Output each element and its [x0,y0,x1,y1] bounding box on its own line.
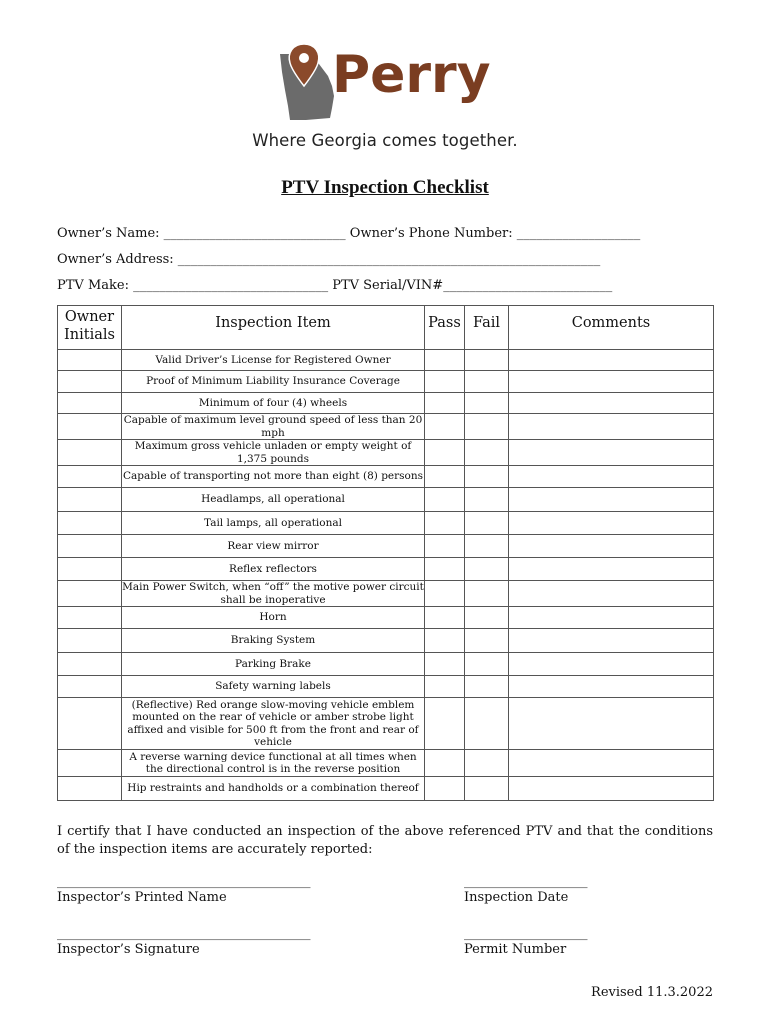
header-comments: Comments [509,306,714,350]
fail-cell[interactable] [465,440,509,466]
perry-logo [276,42,496,132]
inspection-item-cell: Hip restraints and handholds or a combination thereof [122,777,425,801]
table-row [58,488,714,512]
pass-cell[interactable] [425,607,465,629]
pass-cell[interactable] [425,512,465,535]
fail-cell[interactable] [465,607,509,629]
comments-cell[interactable] [509,488,714,512]
fail-cell[interactable] [465,698,509,750]
pass-cell[interactable] [425,535,465,558]
signature-label: Inspector’s Signature [57,942,200,957]
pass-cell[interactable] [425,629,465,653]
pass-cell[interactable] [425,371,465,393]
fail-cell[interactable] [465,581,509,607]
printed-name-label: Inspector’s Printed Name [57,890,227,905]
comments-cell[interactable] [509,393,714,414]
comments-cell[interactable] [509,777,714,801]
owner-initials-cell[interactable] [58,414,122,440]
printed-name-line[interactable]: _______________________________________ [57,874,311,889]
owner-initials-cell[interactable] [58,629,122,653]
owner-initials-cell[interactable] [58,777,122,801]
pass-cell[interactable] [425,440,465,466]
pass-cell[interactable] [425,777,465,801]
header-owner-initials [58,306,122,350]
fail-cell[interactable] [465,371,509,393]
fail-cell[interactable] [465,676,509,698]
pass-cell[interactable] [425,698,465,750]
comments-cell[interactable] [509,466,714,488]
fail-cell[interactable] [465,777,509,801]
pass-cell[interactable] [425,750,465,777]
inspection-item-cell: Headlamps, all operational [122,488,425,512]
pass-cell[interactable] [425,393,465,414]
header-initials-label: Initials [64,327,115,343]
header-inspection-item: Inspection Item [122,306,425,350]
table-row [58,466,714,488]
comments-cell[interactable] [509,350,714,371]
pass-cell[interactable] [425,466,465,488]
inspection-item-cell: Tail lamps, all operational [122,512,425,535]
fail-cell[interactable] [465,629,509,653]
comments-cell[interactable] [509,414,714,440]
comments-cell[interactable] [509,581,714,607]
certification-statement: I certify that I have conducted an inspection of the above referenced PTV and that the conditions of the inspection items are accurately reported: [57,824,713,857]
tagline: Where Georgia comes together. [252,131,518,150]
fail-cell[interactable] [465,535,509,558]
owner-name-phone-field[interactable]: Owner’s Name: ____________________________ Owner’s Phone Number: ___________________ [57,226,641,241]
owner-address-field[interactable]: Owner’s Address: _________________________________________________________________ [57,252,601,267]
owner-initials-cell[interactable] [58,371,122,393]
owner-initials-cell[interactable] [58,466,122,488]
table-row [58,581,714,607]
owner-initials-cell[interactable] [58,350,122,371]
inspection-item-cell: Reflex reflectors [122,558,425,581]
table-row [58,350,714,371]
logo-wordmark: Perry [332,45,491,105]
header-owner-label: Owner [64,309,115,325]
owner-initials-cell[interactable] [58,698,122,750]
comments-cell[interactable] [509,440,714,466]
inspection-item-cell: Capable of transporting not more than eight (8) persons [122,466,425,488]
header-fail: Fail [465,306,509,350]
inspection-item-cell: Valid Driver’s License for Registered Owner [122,350,425,371]
table-row [58,512,714,535]
table-row [58,393,714,414]
pass-cell[interactable] [425,676,465,698]
pass-cell[interactable] [425,653,465,676]
pass-cell[interactable] [425,488,465,512]
owner-initials-cell[interactable] [58,558,122,581]
inspection-item-cell: Rear view mirror [122,535,425,558]
table-header-row [58,306,714,350]
fail-cell[interactable] [465,653,509,676]
inspection-checklist-table [57,305,714,801]
inspection-item-cell: Safety warning labels [122,676,425,698]
fail-cell[interactable] [465,393,509,414]
table-row [58,777,714,801]
permit-number-label: Permit Number [464,942,567,957]
table-row [58,750,714,777]
owner-initials-cell[interactable] [58,488,122,512]
pass-cell[interactable] [425,350,465,371]
pass-cell[interactable] [425,414,465,440]
inspection-item-cell: Minimum of four (4) wheels [122,393,425,414]
comments-cell[interactable] [509,535,714,558]
fail-cell[interactable] [465,414,509,440]
table-row [58,676,714,698]
comments-cell[interactable] [509,558,714,581]
fail-cell[interactable] [465,558,509,581]
pass-cell[interactable] [425,581,465,607]
inspection-item-cell: Maximum gross vehicle unladen or empty weight of 1,375 pounds [122,440,425,466]
table-row [58,414,714,440]
fail-cell[interactable] [465,466,509,488]
comments-cell[interactable] [509,698,714,750]
owner-initials-cell[interactable] [58,393,122,414]
comments-cell[interactable] [509,676,714,698]
page-title: PTV Inspection Checklist [281,177,489,198]
table-row [58,653,714,676]
table-row [58,440,714,466]
owner-initials-cell[interactable] [58,581,122,607]
comments-cell[interactable] [509,750,714,777]
permit-number-line[interactable]: ___________________ [464,926,588,941]
owner-initials-cell[interactable] [58,653,122,676]
owner-initials-cell[interactable] [58,512,122,535]
inspection-date-label: Inspection Date [464,890,569,905]
table-row [58,558,714,581]
fail-cell[interactable] [465,488,509,512]
inspection-item-cell: A reverse warning device functional at all times when the directional control is in the reverse position [122,750,425,777]
fail-cell[interactable] [465,350,509,371]
table-row [58,698,714,750]
ptv-make-vin-field[interactable]: PTV Make: ______________________________ PTV Serial/VIN#__________________________ [57,278,613,293]
table-row [58,371,714,393]
comments-cell[interactable] [509,607,714,629]
inspection-date-line[interactable]: ___________________ [464,874,588,889]
inspection-item-cell: Horn [122,607,425,629]
owner-initials-cell[interactable] [58,750,122,777]
owner-initials-cell[interactable] [58,535,122,558]
signature-line[interactable]: _______________________________________ [57,926,311,941]
table-row [58,629,714,653]
revision-date: Revised 11.3.2022 [591,985,713,1000]
inspection-item-cell: Main Power Switch, when “off” the motive power circuit shall be inoperative [122,581,424,606]
georgia-pin-logo-icon [276,42,496,132]
table-row [58,607,714,629]
table-row [58,535,714,558]
header-pass: Pass [425,306,465,350]
comments-cell[interactable] [509,512,714,535]
comments-cell[interactable] [509,653,714,676]
inspection-item-cell: Parking Brake [122,653,425,676]
owner-initials-cell[interactable] [58,676,122,698]
fail-cell[interactable] [465,512,509,535]
pass-cell[interactable] [425,558,465,581]
owner-initials-cell[interactable] [58,607,122,629]
inspection-item-cell: Proof of Minimum Liability Insurance Coverage [122,371,425,393]
inspection-item-cell: (Reflective) Red orange slow-moving vehicle emblem mounted on the rear of vehicle or amber strobe light affixed and visible for 500 ft from the front and rear of vehicle [122,698,425,750]
inspection-item-cell: Capable of maximum level ground speed of less than 20 mph [122,414,425,440]
owner-initials-cell[interactable] [58,440,122,466]
inspection-item-cell: Braking System [122,629,425,653]
fail-cell[interactable] [465,750,509,777]
comments-cell[interactable] [509,371,714,393]
comments-cell[interactable] [509,629,714,653]
